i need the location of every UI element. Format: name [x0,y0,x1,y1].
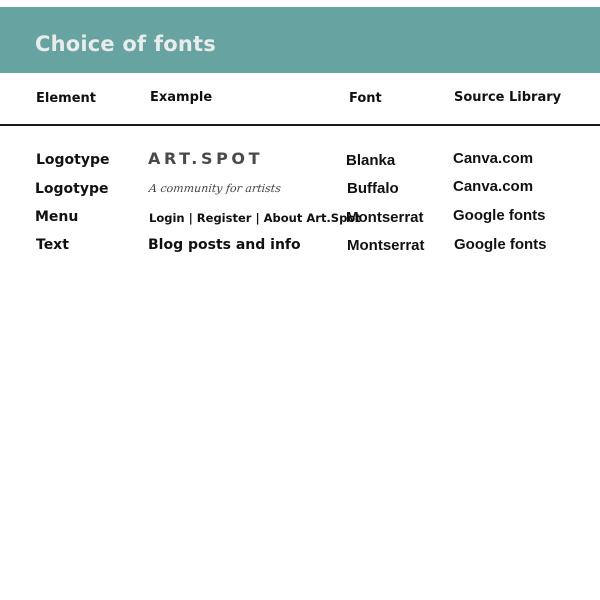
row-4-font: Montserrat [347,237,425,254]
art-spot-logotype-example: ART.SPOT [148,149,264,168]
row-1-source: Canva.com [453,150,534,167]
row-1-element: Logotype [36,152,110,168]
row-3-element: Menu [35,209,79,225]
row-2-element: Logotype [35,181,109,197]
row-4-source: Google fonts [454,236,547,253]
community-tagline-example: A community for artists [148,182,282,195]
column-header-example: Example [150,90,213,105]
page-title: Choice of fonts [35,32,216,56]
column-header-font: Font [349,91,382,106]
row-3-font: Montserrat [346,209,424,226]
column-header-element: Element [36,91,96,106]
column-header-source-library: Source Library [454,90,562,105]
row-2-source: Canva.com [453,178,534,195]
header-bar [0,7,600,73]
text-example: Blog posts and info [148,237,301,253]
row-4-element: Text [36,237,69,253]
row-1-font: Blanka [346,152,396,169]
menu-example: Login | Register | About Art.Spot [149,211,361,225]
header-divider [0,124,600,126]
row-3-source: Google fonts [453,207,546,224]
row-2-font: Buffalo [347,180,399,197]
